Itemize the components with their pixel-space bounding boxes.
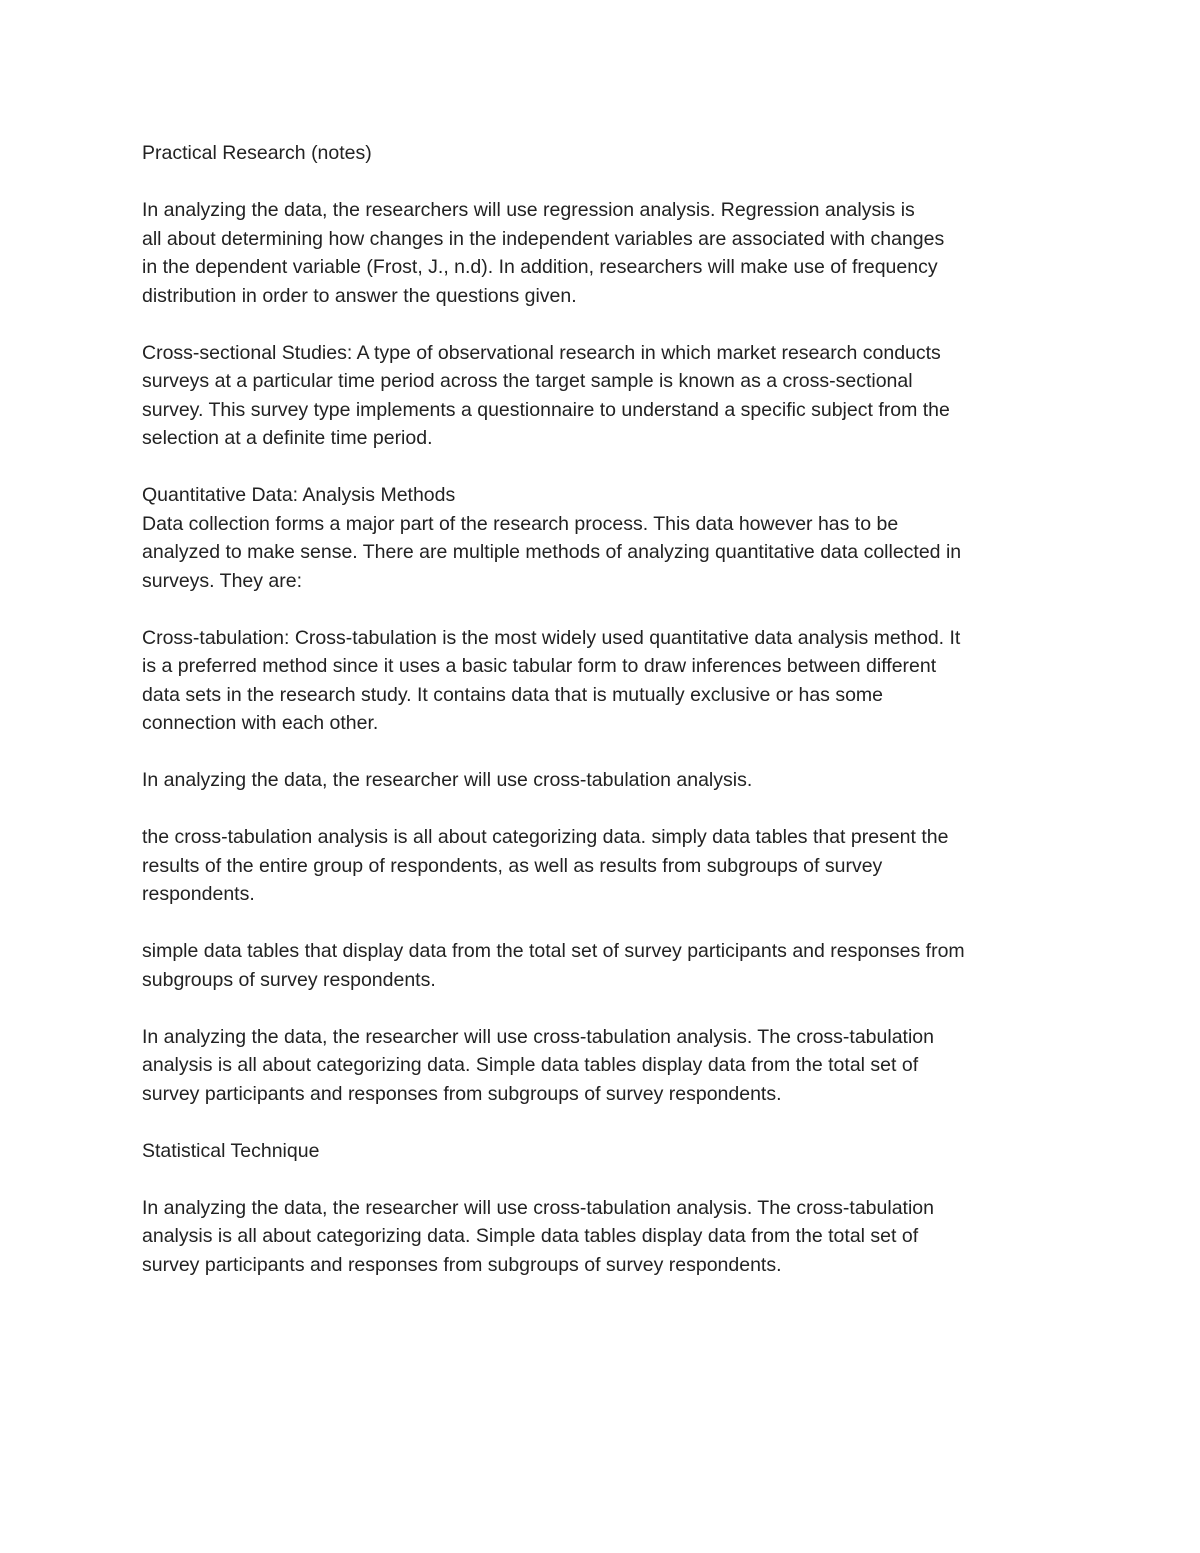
paragraph-line: is a preferred method since it uses a basic tabular form to draw inferences between different bbox=[142, 655, 937, 677]
paragraph-line: Cross-tabulation: Cross-tabulation is the most widely used quantitative data analysis method. It bbox=[142, 626, 961, 649]
paragraph-line: survey participants and responses from subgroups of survey respondents. bbox=[142, 1082, 782, 1105]
paragraph-line: In analyzing the data, the researcher will use cross-tabulation analysis. The cross-tabulation bbox=[142, 1196, 934, 1219]
paragraph-line: the cross-tabulation analysis is all about categorizing data. simply data tables that present the bbox=[142, 826, 949, 848]
paragraph-analysis-statement bbox=[142, 766, 1072, 795]
paragraph-line: survey participants and responses from subgroups of survey respondents. bbox=[142, 1253, 782, 1276]
paragraph-line: In analyzing the data, the researchers will use regression analysis. Regression analysis is bbox=[142, 199, 915, 221]
paragraph-line: In analyzing the data, the researcher will use cross-tabulation analysis. The cross-tabulation bbox=[142, 1025, 934, 1048]
paragraph-line: in the dependent variable (Frost, J., n.d). In addition, researchers will make use of frequency bbox=[142, 256, 938, 278]
section-heading: Statistical Technique bbox=[142, 1139, 320, 1162]
paragraph-line: data sets in the research study. It contains data that is mutually exclusive or has some bbox=[142, 683, 884, 706]
paragraph-analysis-combined bbox=[142, 1023, 1072, 1109]
paragraph-line: surveys at a particular time period across the target sample is known as a cross-sectional bbox=[142, 370, 913, 392]
heading-quantitative-data bbox=[142, 481, 1072, 510]
paragraph-cross-sectional bbox=[142, 339, 1072, 453]
document-title: Practical Research (notes) bbox=[142, 142, 372, 164]
paragraph-line: analysis is all about categorizing data. Simple data tables display data from the total set of bbox=[142, 1225, 919, 1247]
paragraph-line: respondents. bbox=[142, 883, 255, 905]
document-body bbox=[142, 139, 1072, 1308]
paragraph-line: all about determining how changes in the independent variables are associated with changes bbox=[142, 227, 945, 250]
paragraph-line: analyzed to make sense. There are multiple methods of analyzing quantitative data collected in bbox=[142, 541, 962, 563]
paragraph-categorizing-draft bbox=[142, 823, 1072, 909]
paragraph-cross-tabulation-definition bbox=[142, 624, 1072, 738]
paragraph-line: surveys. They are: bbox=[142, 569, 303, 592]
paragraph-line: results of the entire group of respondents, as well as results from subgroups of survey bbox=[142, 854, 883, 877]
paragraph-line: In analyzing the data, the researcher will use cross-tabulation analysis. bbox=[142, 769, 753, 791]
document-title-block bbox=[142, 139, 1072, 168]
paragraph-data-collection bbox=[142, 510, 1072, 596]
paragraph-line: Data collection forms a major part of the research process. This data however has to be bbox=[142, 512, 899, 535]
paragraph-line: simple data tables that display data from the total set of survey participants and responses from bbox=[142, 940, 965, 962]
paragraph-line: subgroups of survey respondents. bbox=[142, 968, 436, 991]
paragraph-line: selection at a definite time period. bbox=[142, 427, 433, 449]
paragraph-regression bbox=[142, 196, 1072, 310]
paragraph-line: Cross-sectional Studies: A type of observational research in which market research conducts bbox=[142, 341, 941, 364]
paragraph-line: survey. This survey type implements a questionnaire to understand a specific subject from the bbox=[142, 398, 950, 421]
heading-statistical-technique bbox=[142, 1137, 1072, 1166]
paragraph-line: analysis is all about categorizing data. Simple data tables display data from the total set of bbox=[142, 1054, 919, 1076]
section-heading: Quantitative Data: Analysis Methods bbox=[142, 484, 456, 506]
paragraph-line: distribution in order to answer the questions given. bbox=[142, 284, 577, 307]
paragraph-statistical-technique bbox=[142, 1194, 1072, 1280]
paragraph-simple-tables-draft bbox=[142, 937, 1072, 994]
paragraph-line: connection with each other. bbox=[142, 712, 379, 734]
